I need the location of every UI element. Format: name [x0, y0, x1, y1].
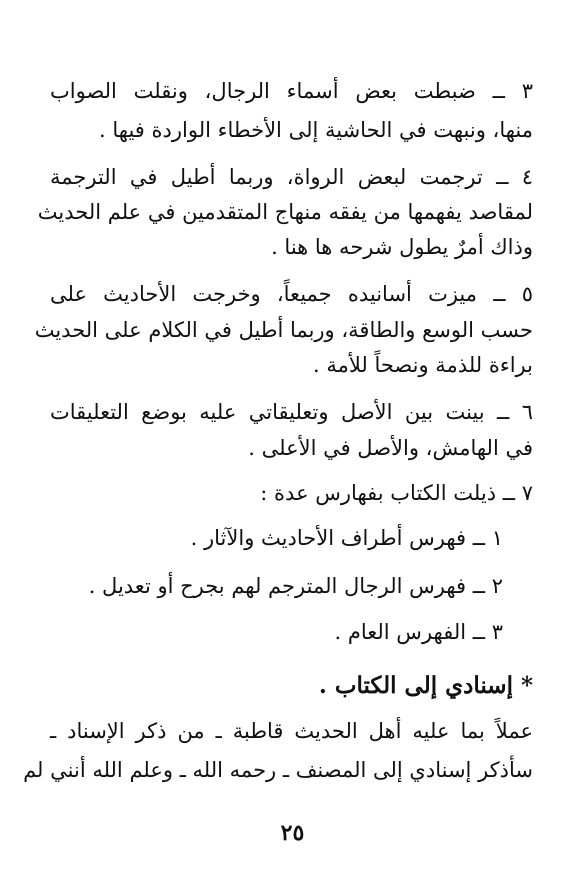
- text-line: براءة للذمة ونصحاً للأمة .: [313, 353, 533, 377]
- list-item: ١ ــ فهرس أطراف الأحاديث والآثار .: [190, 526, 503, 550]
- page-number: ٢٥: [280, 820, 305, 846]
- text-line: وذاك أمرٌ يطول شرحه ها هنا .: [271, 235, 533, 259]
- text-line: ٥ ــ ميزت أسانيده جميعاً، وخرجت الأحاديث على: [50, 282, 533, 306]
- text-line: ٣ ــ ضبطت بعض أسماء الرجال، ونقلت الصواب: [50, 79, 533, 103]
- list-item: ٣ ــ الفهرس العام .: [334, 620, 503, 644]
- section-heading: * إسنادي إلى الكتاب .: [318, 672, 533, 699]
- text-line: ٦ ــ بينت بين الأصل وتعليقاتي عليه بوضع التعليقات: [50, 400, 533, 424]
- text-line: ٧ ــ ذيلت الكتاب بفهارس عدة :: [260, 481, 533, 505]
- text-line: حسب الوسع والطاقة، وربما أطيل في الكلام على الحديث: [34, 318, 533, 342]
- text-line: لمقاصد يفهمها من يفقه منهاج المتقدمين في علم الحديث: [37, 200, 533, 224]
- text-line: في الهامش، والأصل في الأعلى .: [248, 436, 533, 460]
- list-item: ٢ ــ فهرس الرجال المترجم لهم بجرح أو تعديل .: [88, 574, 503, 598]
- text-line: عملاً بما عليه أهل الحديث قاطبة ـ من ذكر الإسناد ـ: [50, 719, 533, 743]
- text-line: منها، ونبهت في الحاشية إلى الأخطاء الواردة فيها .: [99, 118, 533, 142]
- text-line: سأذكر إسنادي إلى المصنف ـ رحمه الله ـ وعلم الله أنني لم: [23, 758, 533, 782]
- text-line: ٤ ــ ترجمت لبعض الرواة، وربما أطيل في الترجمة: [50, 165, 533, 189]
